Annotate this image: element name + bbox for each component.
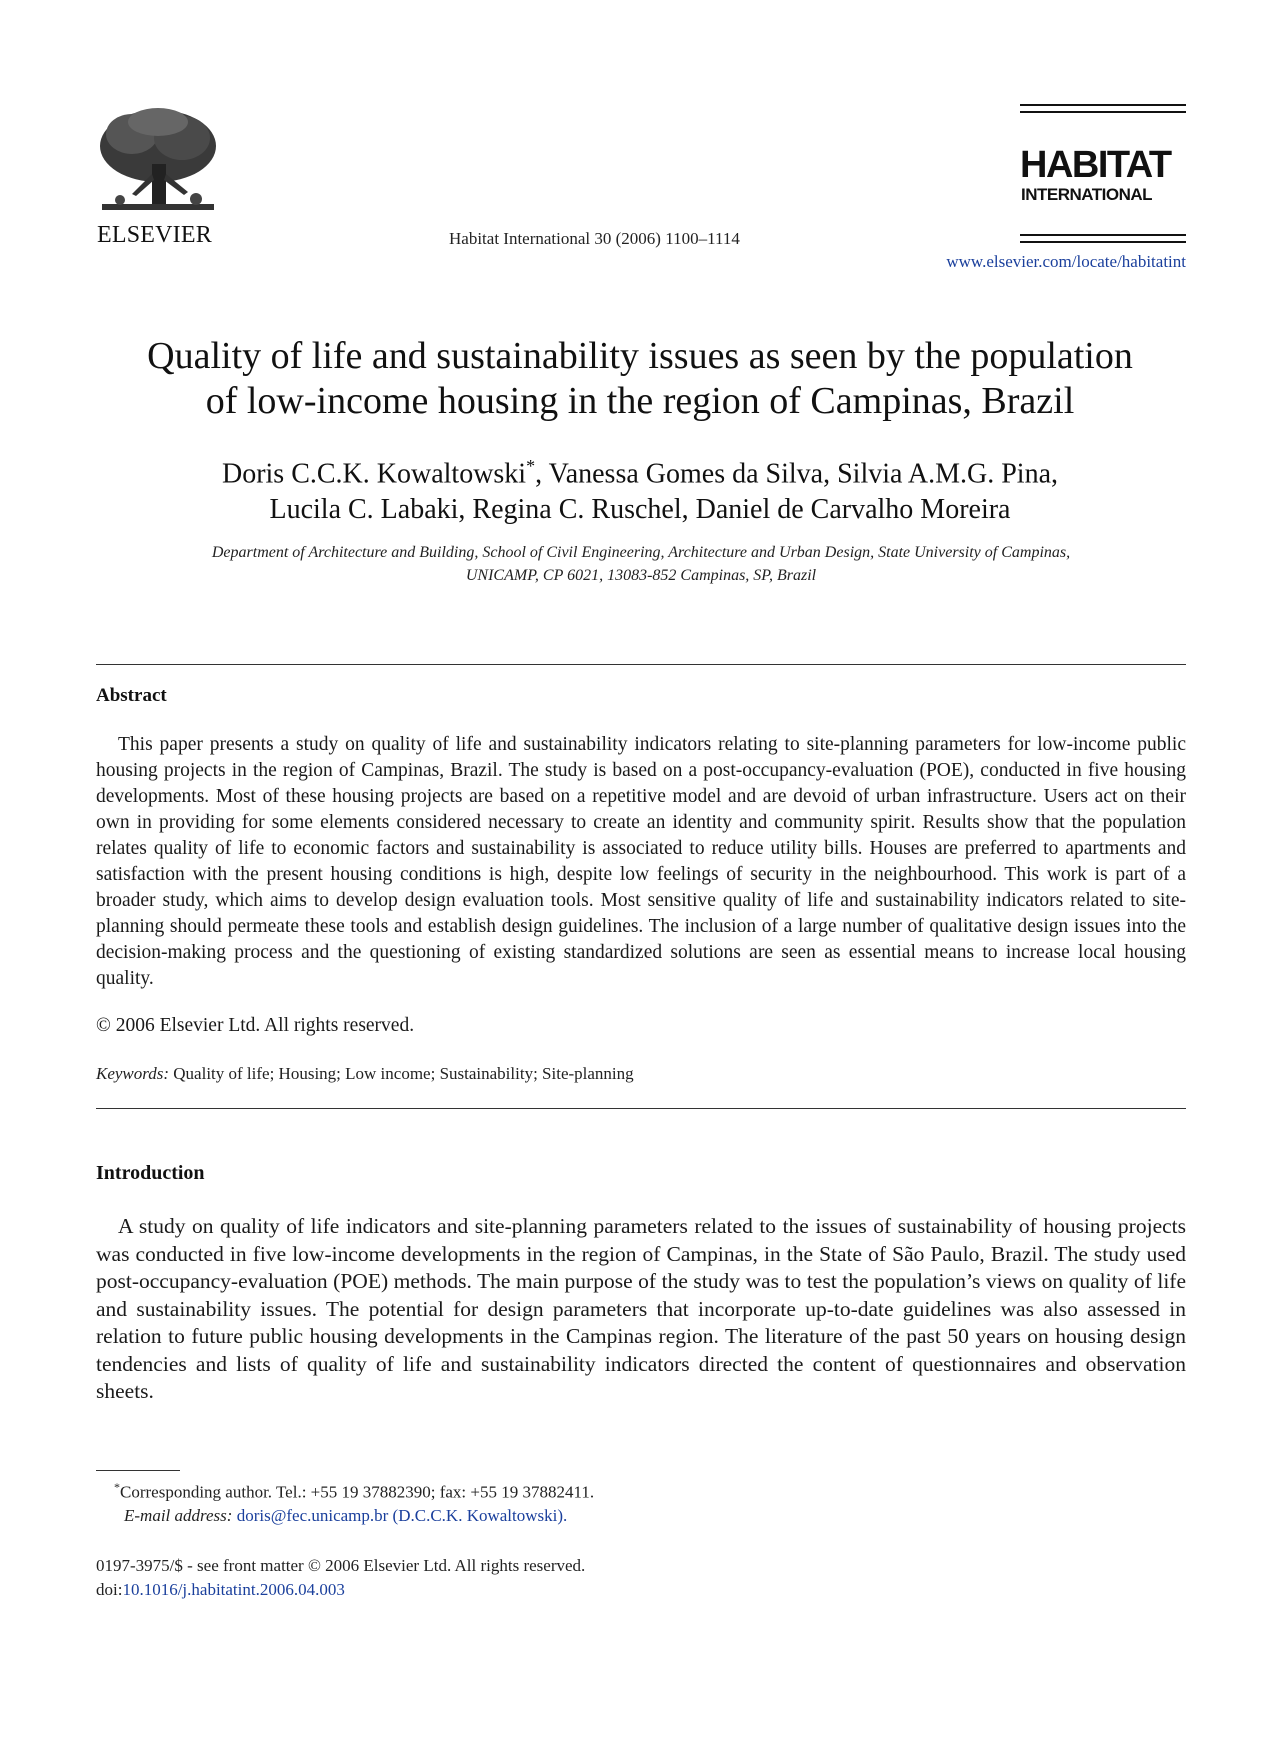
introduction-heading: Introduction <box>96 1162 205 1184</box>
front-matter-line: 0197-3975/$ - see front matter © 2006 Elsevier Ltd. All rights reserved. <box>96 1556 586 1575</box>
abstract-heading: Abstract <box>96 685 167 706</box>
tree-icon <box>92 104 224 224</box>
abstract-body: This paper presents a study on quality of life and sustainability indicators relating to site-planning parameters for low-income public housing projects in the region of Campinas, Brazil. The study is based on a post-occupancy-evaluation (POE), conducted in five housing developments. Most of these housing projects are based on a repetitive model and are devoid of urban infrastructure. Users act on their own in providing for some elements considered necessary to create an identity and community spirit. Results show that the population relates quality of life to economic factors and sustainability is associated to reduce utility bills. Houses are preferred to apartments and satisfaction with the present housing conditions is high, despite low feelings of security in the neighbourhood. This work is part of a broader study, which aims to develop design evaluation tools. Most sensitive quality of life and sustainability indicators related to site-planning should permeate these tools and establish design guidelines. The inclusion of a large number of qualitative design issues into the decision-making process and the questioning of existing standardized solutions are seen as essential means to increase local housing quality. <box>96 734 1186 989</box>
doi-label: doi: <box>96 1580 123 1599</box>
title-line-2: of low-income housing in the region of Campinas, Brazil <box>205 380 1075 422</box>
footnote-divider <box>96 1470 180 1471</box>
author-list <box>60 448 1220 528</box>
affiliation <box>96 541 1186 587</box>
email-link[interactable]: doris@fec.unicamp.br (D.C.C.K. Kowaltowski). <box>236 1506 568 1525</box>
title-line-1: Quality of life and sustainability issues as seen by the population <box>147 335 1133 377</box>
corresponding-author-note <box>114 1480 594 1503</box>
email-label: E-mail address: <box>124 1506 233 1525</box>
logo-rule-bottom <box>1020 234 1186 248</box>
abstract-top-divider <box>96 664 1186 665</box>
authors-line-2: Lucila C. Labaki, Regina C. Ruschel, Daniel de Carvalho Moreira <box>269 494 1011 526</box>
logo-rule-top <box>1020 104 1186 118</box>
corresponding-author-text: Corresponding author. Tel.: +55 19 37882390; fax: +55 19 37882411. <box>120 1482 595 1502</box>
keywords <box>96 1064 634 1084</box>
abstract-bottom-divider <box>96 1108 1186 1109</box>
keywords-values: Quality of life; Housing; Low income; Sustainability; Site-planning <box>173 1064 634 1083</box>
footnote-mark: * <box>114 1480 120 1494</box>
journal-citation: Habitat International 30 (2006) 1100–1114 <box>449 229 740 248</box>
affiliation-line-1: Department of Architecture and Building, School of Civil Engineering, Architecture and Urban Design, State University of Campinas, <box>211 544 1071 561</box>
journal-logo-subtitle: INTERNATIONAL <box>1021 185 1153 204</box>
publisher-name: ELSEVIER <box>97 222 212 248</box>
doi-line <box>96 1580 345 1600</box>
email-note <box>124 1506 567 1526</box>
author-corresponding: Doris C.C.K. Kowaltowski <box>221 458 527 490</box>
corresponding-mark[interactable]: * <box>526 456 536 476</box>
article-title <box>60 334 1220 424</box>
journal-url-link[interactable]: www.elsevier.com/locate/habitatint <box>946 252 1186 271</box>
authors-rest: , Vanessa Gomes da Silva, Silvia A.M.G. Pina, <box>535 458 1059 490</box>
authors-line-1 <box>60 448 1220 492</box>
abstract-copyright: © 2006 Elsevier Ltd. All rights reserved. <box>96 1015 415 1036</box>
keywords-label: Keywords: <box>96 1064 170 1083</box>
doi-link[interactable]: 10.1016/j.habitatint.2006.04.003 <box>122 1580 345 1599</box>
introduction-body: A study on quality of life indicators and site-planning parameters related to the issues of sustainability of housing projects was conducted in five low-income developments in the region of Campinas, in the State of São Paulo, Brazil. The study used post-occupancy-evaluation (POE) methods. The main purpose of the study was to test the population’s views on quality of life and sustainability issues. The potential for design parameters that incorporate up-to-date guidelines was also assessed in relation to future public housing developments in the Campinas region. The literature of the past 50 years on housing design tendencies and lists of quality of life and sustainability indicators directed the content of questionnaires and observation sheets. <box>96 1214 1186 1403</box>
journal-logo-title: HABITAT <box>1020 144 1171 186</box>
affiliation-line-2: UNICAMP, CP 6021, 13083-852 Campinas, SP, Brazil <box>465 567 817 584</box>
